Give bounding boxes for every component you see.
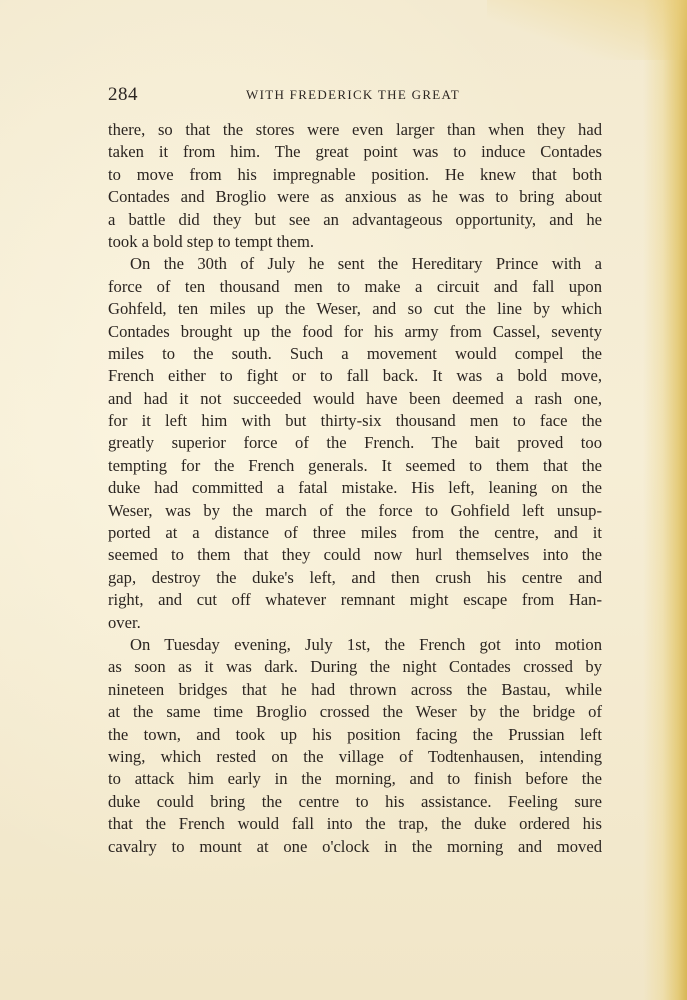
text-line: duke had committed a fatal mistake. His left, leaning on the xyxy=(108,478,602,498)
text-line: wing, which rested on the village of Todtenhausen, intending xyxy=(108,746,602,766)
text-line: and had it not succeeded would have been deemed a rash one, xyxy=(108,388,602,408)
text-line: tempting for the French generals. It seemed to them that the xyxy=(108,455,602,475)
text-line: as soon as it was dark. During the night Contades crossed by xyxy=(108,657,602,677)
text-line: Contades brought up the food for his army from Cassel, seventy xyxy=(108,321,602,341)
text-line: took a bold step to tempt them. xyxy=(108,231,315,251)
body-text xyxy=(108,119,602,858)
text-line: to move from his impregnable position. He knew that both xyxy=(108,164,602,184)
text-line: On the 30th of July he sent the Hereditary Prince with a xyxy=(130,254,602,274)
text-line: taken it from him. The great point was to induce Contades xyxy=(108,142,602,162)
running-title: WITH FREDERICK THE GREAT xyxy=(246,87,461,102)
text-line: right, and cut off whatever remnant might escape from Han- xyxy=(108,590,602,610)
text-line: greatly superior force of the French. The bait proved too xyxy=(108,433,602,453)
text-line: duke could bring the centre to his assistance. Feeling sure xyxy=(108,791,602,811)
text-line: nineteen bridges that he had thrown across the Bastau, while xyxy=(108,679,602,699)
text-line: force of ten thousand men to make a circuit and fall upon xyxy=(108,276,602,296)
text-line: ported at a distance of three miles from the centre, and it xyxy=(108,523,602,543)
text-line: the town, and took up his position facing the Prussian left xyxy=(108,724,602,744)
text-line: over. xyxy=(108,612,141,632)
text-line: to attack him early in the morning, and to finish before the xyxy=(108,769,602,789)
page-number: 284 xyxy=(108,84,138,105)
text-line: Gohfeld, ten miles up the Weser, and so cut the line by which xyxy=(108,299,602,319)
running-head xyxy=(108,84,602,108)
text-line: a battle did they but see an advantageous opportunity, and he xyxy=(108,209,602,229)
text-line: gap, destroy the duke's left, and then crush his centre and xyxy=(108,567,602,587)
text-line: there, so that the stores were even larger than when they had xyxy=(108,120,602,139)
text-line: that the French would fall into the trap, the duke ordered his xyxy=(108,814,602,834)
text-line: Weser, was by the march of the force to Gohfield left unsup- xyxy=(108,500,602,520)
text-line: French either to fight or to fall back. It was a bold move, xyxy=(108,366,602,386)
text-line: On Tuesday evening, July 1st, the French got into motion xyxy=(130,634,602,654)
text-line: seemed to them that they could now hurl themselves into the xyxy=(108,545,602,565)
text-line: for it left him with but thirty-six thousand men to face the xyxy=(108,411,602,431)
page-edge-shadow xyxy=(643,0,687,1000)
text-line: at the same time Broglio crossed the Weser by the bridge of xyxy=(108,702,602,722)
text-line: cavalry to mount at one o'clock in the morning and moved xyxy=(108,836,602,856)
page-corner-tint xyxy=(487,0,687,60)
text-line: Contades and Broglio were as anxious as he was to bring about xyxy=(108,187,602,207)
text-line: miles to the south. Such a movement would compel the xyxy=(108,343,602,363)
